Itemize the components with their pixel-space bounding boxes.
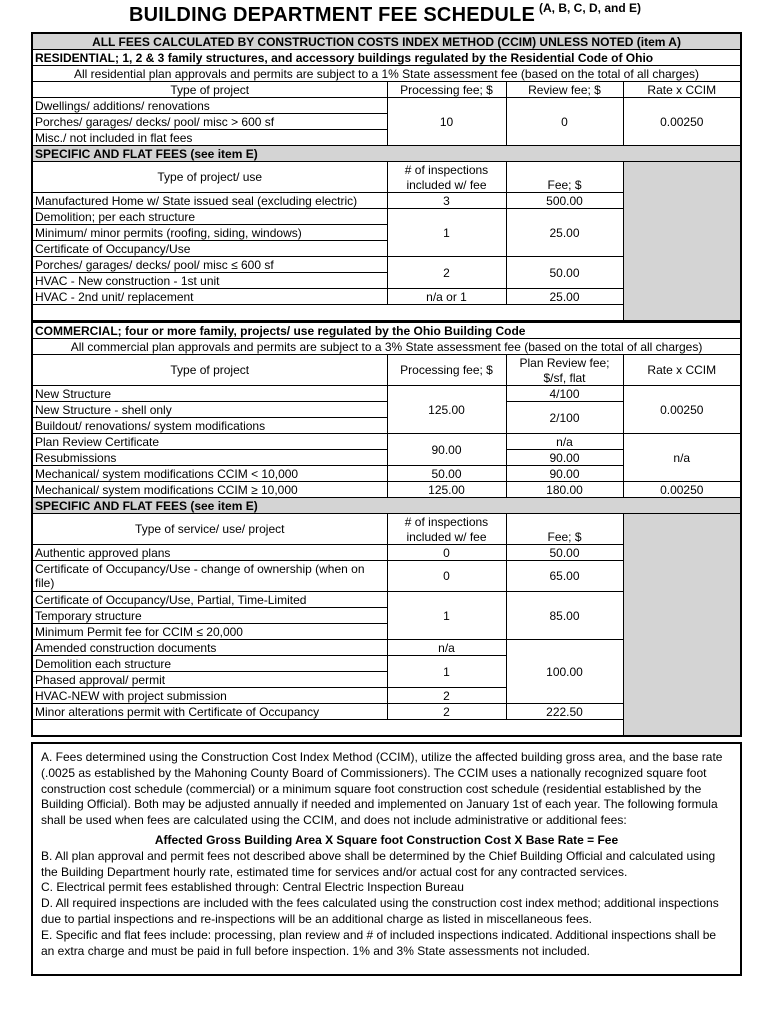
commercial-flat-heading: SPECIFIC AND FLAT FEES (see item E) xyxy=(32,498,741,514)
ccim-banner: ALL FEES CALCULATED BY CONSTRUCTION COSTS INDEX METHOD (CCIM) UNLESS NOTED (item A) xyxy=(32,33,741,50)
table-cell: 3 xyxy=(387,193,506,209)
table-row: Certificate of Occupancy/Use xyxy=(32,241,387,257)
page-title-block xyxy=(0,1,770,27)
table-row: Porches/ garages/ decks/ pool/ misc ≤ 600 sf xyxy=(32,257,387,273)
note-b: B. All plan approval and permit fees not described above shall be determined by the Chief Building Official and calculated using the Building Department hourly rate, estimated time for services and/or actual cost for any contracted services. xyxy=(41,848,716,879)
col-inspections-line2: included w/ fee xyxy=(387,529,506,545)
table-cell: 90.00 xyxy=(506,466,623,482)
table-row: HVAC - 2nd unit/ replacement xyxy=(32,289,387,305)
table-cell: 2/100 xyxy=(506,402,623,434)
note-c: C. Electrical permit fees established through: Central Electric Inspection Bureau xyxy=(41,880,464,895)
residential-flat-gray-column xyxy=(623,162,741,322)
table-row: Dwellings/ additions/ renovations xyxy=(32,98,387,114)
col-fee: Fee; $ xyxy=(506,529,623,545)
table-cell: 222.50 xyxy=(506,704,623,720)
table-cell: 90.00 xyxy=(506,450,623,466)
table-row: Mechanical/ system modifications CCIM < 10,000 xyxy=(32,466,387,482)
table-cell: 2 xyxy=(387,688,506,704)
table-cell: 0 xyxy=(387,545,506,561)
table-row: Temporary structure xyxy=(32,608,387,624)
table-cell: 125.00 xyxy=(387,482,506,498)
table-row: Mechanical/ system modifications CCIM ≥ 10,000 xyxy=(32,482,387,498)
table-row: Minor alterations permit with Certificate of Occupancy xyxy=(32,704,387,720)
table-cell: 25.00 xyxy=(506,289,623,305)
table-cell: 125.00 xyxy=(387,386,506,434)
table-row: Buildout/ renovations/ system modifications xyxy=(32,418,387,434)
residential-fee-table xyxy=(31,32,742,322)
col-type-of-project: Type of project xyxy=(32,355,387,386)
col-plan-review-line2: $/sf, flat xyxy=(506,370,623,386)
table-row: Manufactured Home w/ State issued seal (excluding electric) xyxy=(32,193,387,209)
commercial-flat-gray-column xyxy=(623,514,741,737)
table-cell: n/a or 1 xyxy=(387,289,506,305)
commercial-assessment-note: All commercial plan approvals and permits are subject to a 3% State assessment fee (based on the total of all charges) xyxy=(32,339,741,355)
table-cell: n/a xyxy=(387,640,506,656)
col-processing-fee: Processing fee; $ xyxy=(387,82,506,98)
table-cell: 50.00 xyxy=(506,545,623,561)
table-row: Plan Review Certificate xyxy=(32,434,387,450)
table-cell: n/a xyxy=(506,434,623,450)
table-cell: 0.00250 xyxy=(623,482,741,498)
table-row: Certificate of Occupancy/Use - change of ownership (when on file) xyxy=(32,561,387,592)
col-inspections-line1: # of inspections xyxy=(387,162,506,178)
table-row: Phased approval/ permit xyxy=(32,672,387,688)
table-row: Porches/ garages/ decks/ pool/ misc > 600 sf xyxy=(32,114,387,130)
col-plan-review-line1: Plan Review fee; xyxy=(506,355,623,371)
table-cell: 2 xyxy=(387,257,506,289)
table-row: Demolition; per each structure xyxy=(32,209,387,225)
table-row: Resubmissions xyxy=(32,450,387,466)
table-row: Certificate of Occupancy/Use, Partial, Time-Limited xyxy=(32,592,387,608)
table-row: Amended construction documents xyxy=(32,640,387,656)
table-row: HVAC - New construction - 1st unit xyxy=(32,273,387,289)
table-cell: 0 xyxy=(387,561,506,592)
table-cell: 50.00 xyxy=(387,466,506,482)
table-cell: n/a xyxy=(623,434,741,482)
col-inspections-line1: # of inspections xyxy=(387,514,506,530)
residential-flat-heading: SPECIFIC AND FLAT FEES (see item E) xyxy=(32,146,741,162)
commercial-fee-table xyxy=(31,321,742,737)
table-cell: 85.00 xyxy=(506,592,623,640)
table-cell: 50.00 xyxy=(506,257,623,289)
residential-processing-value: 10 xyxy=(387,98,506,146)
table-cell: 2 xyxy=(387,704,506,720)
col-type-of-project: Type of project xyxy=(32,82,387,98)
table-row: Minimum/ minor permits (roofing, siding, windows) xyxy=(32,225,387,241)
table-cell: 1 xyxy=(387,209,506,257)
table-row: New Structure - shell only xyxy=(32,402,387,418)
note-d: D. All required inspections are included with the fees calculated using the construction cost index method; additional inspections due to partial inspections and re-inspections will be an additional charge as listed in miscellaneous fees. xyxy=(41,896,719,926)
col-inspections-line2: included w/ fee xyxy=(387,177,506,193)
fee-formula: Affected Gross Building Area X Square foot Construction Cost X Base Rate = Fee xyxy=(154,832,619,847)
residential-heading: RESIDENTIAL; 1, 2 & 3 family structures, and accessory buildings regulated by the Residential Code of Ohio xyxy=(32,50,741,66)
col-review-fee: Review fee; $ xyxy=(506,82,623,98)
table-row: Misc./ not included in flat fees xyxy=(32,130,387,146)
table-cell: 25.00 xyxy=(506,209,623,257)
table-row: New Structure xyxy=(32,386,387,402)
table-row: HVAC-NEW with project submission xyxy=(32,688,387,704)
table-cell: 100.00 xyxy=(506,640,623,704)
residential-review-value: 0 xyxy=(506,98,623,146)
table-row: Demolition each structure xyxy=(32,656,387,672)
col-rate-ccim: Rate x CCIM xyxy=(623,355,741,386)
page-title-items: (A, B, C, D, and E) xyxy=(539,1,642,15)
residential-rate-value: 0.00250 xyxy=(623,98,741,146)
col-fee: Fee; $ xyxy=(506,177,623,193)
col-type-of-project-use: Type of project/ use xyxy=(32,162,387,193)
table-cell: 65.00 xyxy=(506,561,623,592)
col-processing-fee: Processing fee; $ xyxy=(387,355,506,386)
table-cell: 0.00250 xyxy=(623,386,741,434)
commercial-heading: COMMERCIAL; four or more family, projects/ use regulated by the Ohio Building Code xyxy=(32,322,741,339)
col-type-of-service: Type of service/ use/ project xyxy=(32,514,387,545)
residential-assessment-note: All residential plan approvals and permits are subject to a 1% State assessment fee (based on the total of all charges) xyxy=(32,66,741,82)
note-e: E. Specific and flat fees include: processing, plan review and # of included inspections indicated. Additional inspections shall be an extra charge and must be paid in full before inspection. 1% and 3% State assessments not included. xyxy=(41,927,717,958)
table-cell: 1 xyxy=(387,592,506,640)
table-cell: 500.00 xyxy=(506,193,623,209)
table-cell: 4/100 xyxy=(506,386,623,402)
table-row: Minimum Permit fee for CCIM ≤ 20,000 xyxy=(32,624,387,640)
note-a: A. Fees determined using the Construction Cost Index Method (CCIM), utilize the affected building gross area, and the base rate (.0025 as established by the Mahoning County Board of Commissioners). The CCIM uses a nationally recognized square foot construction cost schedule (commercial) or a minimum square foot construction cost schedule (residential established by the Building Official). Both may be adjusted annually if needed and implemented on January 1st of each year. The following formula shall be used when fees are calculated using the CCIM, and does not include administrative or additional fees: xyxy=(41,750,723,828)
table-row: Authentic approved plans xyxy=(32,545,387,561)
table-cell: 90.00 xyxy=(387,434,506,466)
table-cell: 180.00 xyxy=(506,482,623,498)
fee-notes xyxy=(31,742,742,976)
table-cell: 1 xyxy=(387,656,506,688)
col-rate-ccim: Rate x CCIM xyxy=(623,82,741,98)
page-title: BUILDING DEPARTMENT FEE SCHEDULE xyxy=(128,4,536,26)
